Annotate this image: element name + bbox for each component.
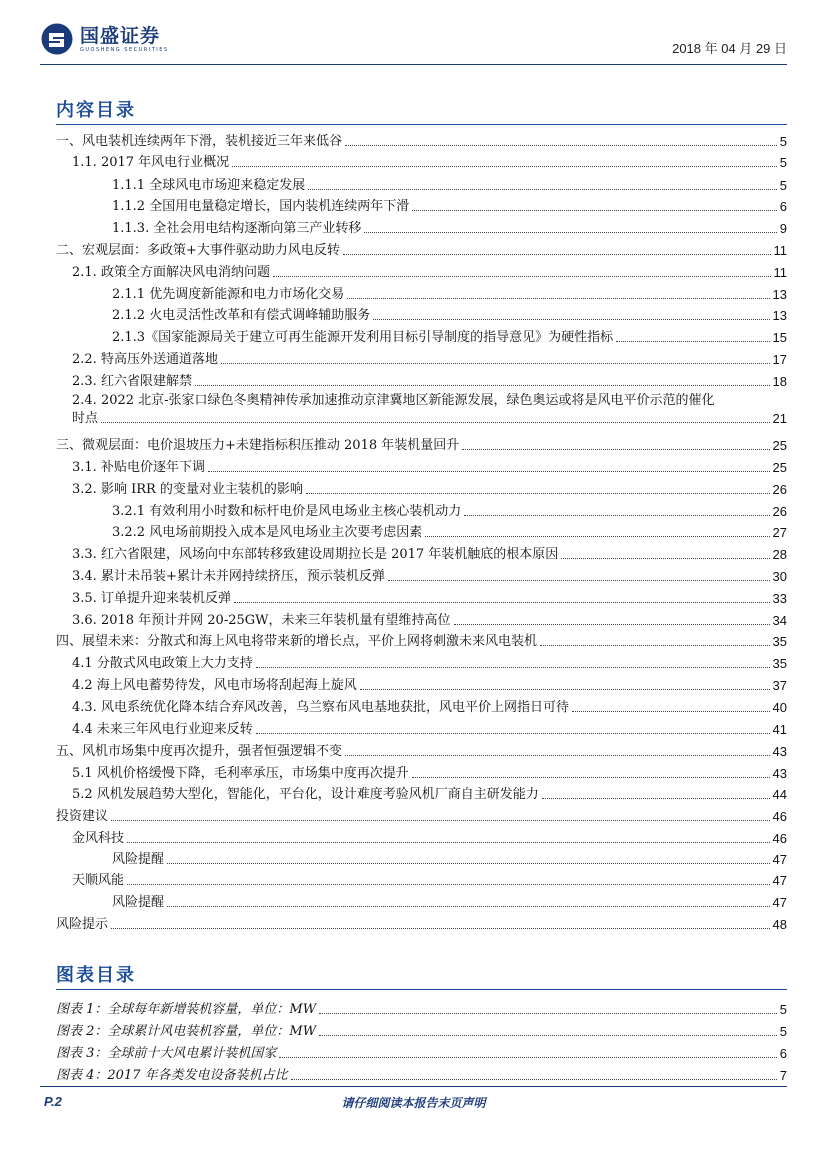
toc-entry[interactable] xyxy=(72,348,787,369)
toc-entry[interactable] xyxy=(56,740,787,761)
toc-entry-page-number: 25 xyxy=(772,438,787,453)
toc-entry-page-number: 41 xyxy=(772,722,787,737)
figures-entry[interactable] xyxy=(56,1020,787,1041)
toc-entry-page-number: 30 xyxy=(772,569,787,584)
toc-entry-page-number: 13 xyxy=(772,287,787,302)
guosheng-logo-icon xyxy=(40,22,74,56)
dot-leader xyxy=(464,515,769,516)
dot-leader xyxy=(561,558,769,559)
toc-entry-label: 二、宏观层面：多政策+大事件驱动助力风电反转 xyxy=(56,243,340,258)
toc-entry-label: 3.2. 影响 IRR 的变量对业主装机的影响 xyxy=(72,482,303,497)
toc-heading-rule xyxy=(56,124,787,125)
toc-entry-label: 3.5. 订单提升迎来装机反弹 xyxy=(72,591,231,606)
figures-entry-page-number: 5 xyxy=(779,1002,787,1017)
dot-leader xyxy=(540,645,770,646)
toc-entry-label: 1.1.3. 全社会用电结构逐渐向第三产业转移 xyxy=(112,221,362,236)
toc-entry-label: 风险提醒 xyxy=(112,895,165,910)
toc-entry[interactable] xyxy=(56,434,787,455)
disclaimer-notice: 请仔细阅读本报告末页声明 xyxy=(341,1096,486,1110)
dot-leader xyxy=(462,449,769,450)
toc-entry-page-number: 43 xyxy=(772,744,787,759)
company-logo xyxy=(40,22,169,56)
toc-entry[interactable] xyxy=(112,174,787,195)
page-header xyxy=(40,20,787,64)
footer-divider xyxy=(40,1086,787,1087)
toc-entry[interactable] xyxy=(72,151,787,172)
dot-leader xyxy=(308,189,777,190)
toc-entry-page-number: 26 xyxy=(772,504,787,519)
figures-entry-page-number: 5 xyxy=(779,1024,787,1039)
dot-leader xyxy=(256,733,770,734)
dot-leader xyxy=(291,1079,777,1080)
dot-leader xyxy=(256,667,770,668)
page-number: P.2 xyxy=(44,1094,62,1109)
toc-entry-page-number: 44 xyxy=(772,787,787,802)
toc-entry-page-number: 43 xyxy=(772,766,787,781)
toc-entry-page-number: 33 xyxy=(772,591,787,606)
toc-entry-page-number: 28 xyxy=(772,547,787,562)
toc-entry-page-number: 5 xyxy=(779,178,787,193)
toc-entry[interactable] xyxy=(72,783,787,804)
toc-entry-page-number: 27 xyxy=(772,525,787,540)
toc-entry[interactable] xyxy=(72,456,787,477)
figures-entry[interactable] xyxy=(56,1042,787,1063)
toc-entry-page-number: 15 xyxy=(772,330,787,345)
toc-entry-label: 2.3. 红六省限建解禁 xyxy=(72,374,192,389)
toc-entry-label: 3.4. 累计未吊装+累计未并网持续挤压，预示装机反弹 xyxy=(72,569,385,584)
figures-entry-page-number: 7 xyxy=(779,1068,787,1083)
dot-leader xyxy=(195,385,770,386)
toc-entry-label: 2.4. 2022 北京-张家口绿色冬奥精神传承加速推动京津冀地区新能源发展，绿色奥运或将是风电平价示范的催化 xyxy=(72,393,715,408)
toc-entry[interactable] xyxy=(72,370,787,391)
toc-entry-page-number: 35 xyxy=(772,634,787,649)
dot-leader xyxy=(373,319,769,320)
toc-entry-label: 一、风电装机连续两年下滑，装机接近三年来低谷 xyxy=(56,134,343,149)
toc-entry-label: 4.4 未来三年风电行业迎来反转 xyxy=(72,722,253,737)
toc-entry-page-number: 9 xyxy=(779,221,787,236)
toc-entry[interactable] xyxy=(56,630,787,651)
toc-entry-label: 4.2 海上风电蓄势待发，风电市场将刮起海上旋风 xyxy=(72,678,357,693)
dot-leader xyxy=(221,363,770,364)
figures-entry-label: 图表 3：全球前十大风电累计装机国家 xyxy=(56,1046,277,1061)
dot-leader xyxy=(360,689,770,690)
toc-entry-label: 2.2. 特高压外送通道落地 xyxy=(72,352,218,367)
toc-entry[interactable] xyxy=(72,696,787,717)
toc-entry-label: 1.1. 2017 年风电行业概况 xyxy=(72,155,230,170)
toc-entry[interactable] xyxy=(56,239,787,260)
dot-leader xyxy=(345,755,770,756)
toc-entry-label: 2.1.1 优先调度新能源和电力市场化交易 xyxy=(112,287,345,302)
toc-entry[interactable] xyxy=(72,261,787,282)
dot-leader xyxy=(572,711,770,712)
toc-entry-label: 4.3. 风电系统优化降本结合弃风改善，乌兰察布风电基地获批，风电平价上网指日可待 xyxy=(72,700,569,715)
header-divider xyxy=(40,64,787,65)
dot-leader xyxy=(412,210,777,211)
toc-entry-page-number: 11 xyxy=(773,243,787,258)
dot-leader xyxy=(232,166,777,167)
toc-entry-page-number: 5 xyxy=(779,155,787,170)
dot-leader xyxy=(208,471,770,472)
dot-leader xyxy=(345,145,777,146)
toc-entry[interactable] xyxy=(72,565,787,586)
toc-entry-label: 1.1.2 全国用电量稳定增长，国内装机连续两年下滑 xyxy=(112,199,410,214)
dot-leader xyxy=(425,536,769,537)
toc-entry-page-number: 18 xyxy=(772,374,787,389)
toc-entry[interactable] xyxy=(72,587,787,608)
toc-entry-label: 4.1 分散式风电政策上大力支持 xyxy=(72,656,253,671)
toc-entry[interactable] xyxy=(72,609,787,630)
toc-entry[interactable] xyxy=(72,543,787,564)
toc-entry[interactable] xyxy=(56,913,787,934)
toc-entry-page-number: 13 xyxy=(772,308,787,323)
toc-entry[interactable] xyxy=(72,718,787,739)
toc-entry-page-number: 40 xyxy=(772,700,787,715)
logo-english-name: GUOSHENG SECURITIES xyxy=(80,46,169,53)
toc-entry-page-number: 47 xyxy=(772,895,787,910)
toc-entry-page-number: 48 xyxy=(772,917,787,932)
toc-entry[interactable] xyxy=(112,283,787,304)
dot-leader xyxy=(273,276,771,277)
dot-leader xyxy=(306,493,770,494)
toc-entry[interactable] xyxy=(56,392,787,428)
toc-entry-page-number: 46 xyxy=(772,809,787,824)
toc-entry-label: 天顺风能 xyxy=(72,873,125,888)
figures-entry-label: 图表 1：全球每年新增装机容量，单位：MW xyxy=(56,1002,317,1017)
dot-leader xyxy=(616,341,769,342)
toc-entry-label: 3.3. 红六省限建，风场向中东部转移致建设周期拉长是 2017 年装机触底的根本原因 xyxy=(72,547,559,562)
toc-entry-page-number: 47 xyxy=(772,873,787,888)
dot-leader xyxy=(319,1035,777,1036)
toc-entry[interactable] xyxy=(112,217,787,238)
toc-entry[interactable] xyxy=(112,304,787,325)
dot-leader xyxy=(234,602,770,603)
toc-entry-page-number: 21 xyxy=(772,411,787,426)
dot-leader xyxy=(364,232,776,233)
toc-entry-label: 5.1 风机价格缓慢下降，毛利率承压，市场集中度再次提升 xyxy=(72,766,409,781)
logo-chinese-name: 国盛证券 xyxy=(80,24,161,47)
toc-entry[interactable] xyxy=(72,869,787,890)
toc-entry[interactable] xyxy=(56,805,787,826)
toc-entry-page-number: 34 xyxy=(772,613,787,628)
toc-entry-label: 五、风机市场集中度再次提升，强者恒强逻辑不变 xyxy=(56,744,343,759)
toc-entry[interactable] xyxy=(112,848,787,869)
figures-entry-label: 图表 4：2017 年各类发电设备装机占比 xyxy=(56,1068,288,1083)
figures-entry-label: 图表 2：全球累计风电装机容量，单位：MW xyxy=(56,1024,317,1039)
toc-entry-label: 3.1. 补贴电价逐年下调 xyxy=(72,460,205,475)
toc-entry[interactable] xyxy=(72,478,787,499)
toc-entry[interactable] xyxy=(112,500,787,521)
toc-entry-page-number: 46 xyxy=(772,831,787,846)
toc-entry-page-number: 47 xyxy=(772,852,787,867)
toc-entry-label: 2.1.3《国家能源局关于建立可再生能源开发利用目标引导制度的指导意见》为硬性指标 xyxy=(112,330,614,345)
toc-entry-label: 2.1.2 火电灵活性改革和有偿式调峰辅助服务 xyxy=(112,308,371,323)
dot-leader xyxy=(412,777,770,778)
toc-entry[interactable] xyxy=(72,762,787,783)
toc-entry[interactable] xyxy=(72,652,787,673)
toc-entry-label: 投资建议 xyxy=(56,809,109,824)
toc-entry-page-number: 26 xyxy=(772,482,787,497)
toc-entry-page-number: 35 xyxy=(772,656,787,671)
toc-entry-label-continued: 时点 xyxy=(72,411,99,426)
toc-entry-label: 2.1. 政策全方面解决风电消纳问题 xyxy=(72,265,270,280)
toc-entry[interactable] xyxy=(112,891,787,912)
dot-leader xyxy=(343,254,771,255)
toc-entry-label: 3.6. 2018 年预计并网 20-25GW，未来三年装机量有望维持高位 xyxy=(72,613,451,628)
toc-entry[interactable] xyxy=(112,521,787,542)
toc-entry-label: 1.1.1 全球风电市场迎来稳定发展 xyxy=(112,178,306,193)
toc-entry-label: 3.2.2 风电场前期投入成本是风电场业主次要考虑因素 xyxy=(112,525,423,540)
toc-entry[interactable] xyxy=(56,130,787,151)
toc-entry-page-number: 5 xyxy=(779,134,787,149)
dot-leader xyxy=(101,422,770,423)
figures-heading-rule xyxy=(56,989,787,990)
toc-entry-page-number: 17 xyxy=(772,352,787,367)
toc-entry[interactable] xyxy=(112,326,787,347)
toc-entry-label: 金风科技 xyxy=(72,831,125,846)
toc-entry[interactable] xyxy=(112,195,787,216)
figures-heading: 图表目录 xyxy=(56,965,136,986)
toc-heading: 内容目录 xyxy=(56,100,136,121)
dot-leader xyxy=(319,1013,777,1014)
figures-entry[interactable] xyxy=(56,1064,787,1085)
toc-entry-page-number: 37 xyxy=(772,678,787,693)
toc-entry-label: 3.2.1 有效利用小时数和标杆电价是风电场业主核心装机动力 xyxy=(112,504,462,519)
report-date: 2018 年 04 月 29 日 xyxy=(672,41,787,56)
dot-leader xyxy=(127,884,770,885)
dot-leader xyxy=(167,863,770,864)
toc-entry-label: 三、微观层面：电价退坡压力+未建指标积压推动 2018 年装机量回升 xyxy=(56,438,460,453)
toc-entry[interactable] xyxy=(72,827,787,848)
dot-leader xyxy=(454,624,770,625)
dot-leader xyxy=(111,820,770,821)
dot-leader xyxy=(542,798,770,799)
toc-entry-page-number: 11 xyxy=(773,265,787,280)
toc-entry-label: 风险提示 xyxy=(56,917,109,932)
dot-leader xyxy=(388,580,770,581)
dot-leader xyxy=(167,906,770,907)
dot-leader xyxy=(279,1057,776,1058)
toc-entry-label: 风险提醒 xyxy=(112,852,165,867)
dot-leader xyxy=(111,928,770,929)
dot-leader xyxy=(347,298,769,299)
figures-entry[interactable] xyxy=(56,998,787,1019)
toc-entry-page-number: 6 xyxy=(779,199,787,214)
toc-entry[interactable] xyxy=(72,674,787,695)
dot-leader xyxy=(127,842,770,843)
toc-entry-page-number: 25 xyxy=(772,460,787,475)
toc-entry-label: 四、展望未来：分散式和海上风电将带来新的增长点，平价上网将刺激未来风电装机 xyxy=(56,634,538,649)
figures-entry-page-number: 6 xyxy=(779,1046,787,1061)
toc-entry-label: 5.2 风机发展趋势大型化，智能化，平台化，设计难度考验风机厂商自主研发能力 xyxy=(72,787,539,802)
